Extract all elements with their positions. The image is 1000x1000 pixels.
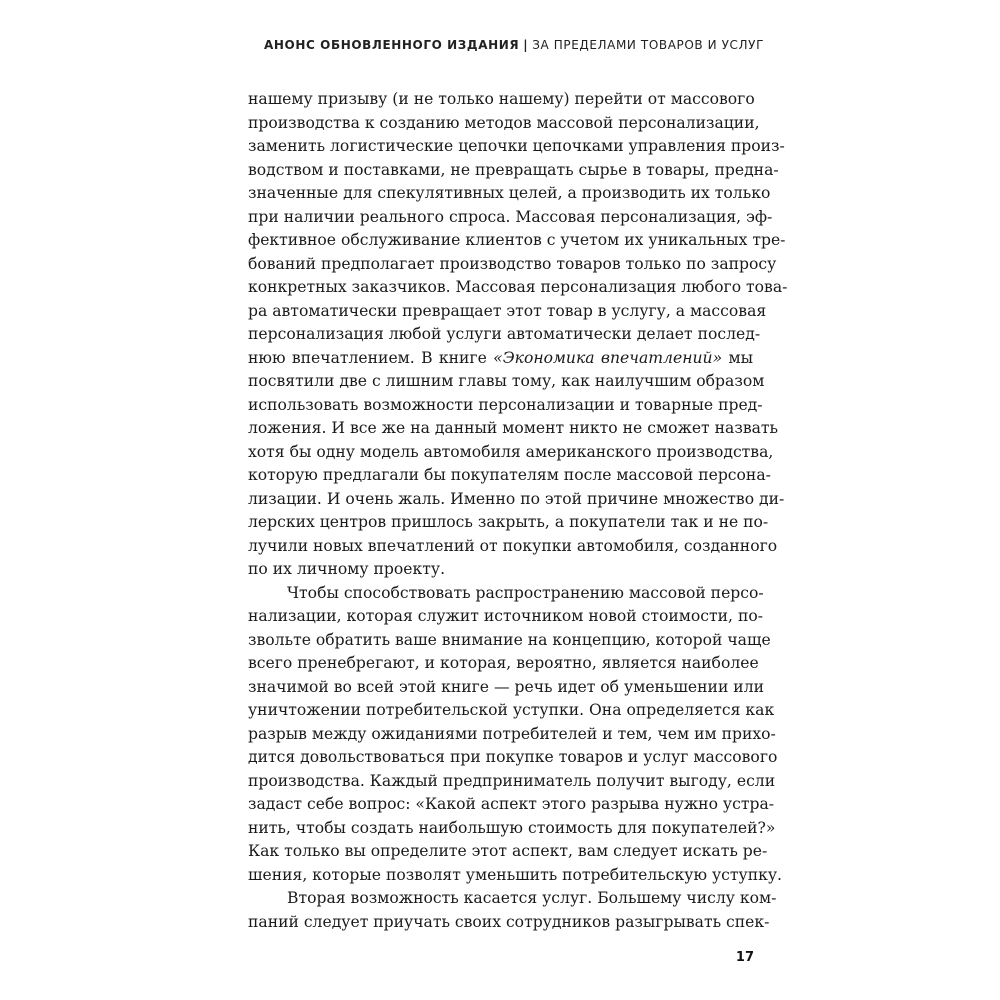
text-line: лерских центров пришлось закрыть, а покупатели так и не по- [248, 513, 769, 531]
text-line: задаст себе вопрос: «Какой аспект этого разрыва нужно устра- [248, 795, 775, 813]
text-line: персонализация любой услуги автоматически делает послед- [248, 325, 761, 343]
text-line: лучили новых впечатлений от покупки автомобиля, созданного [248, 536, 778, 555]
text-line: ра автоматически превращает этот товар в услугу, а массовая [248, 301, 767, 320]
text-line: нюю впечатлением. В книге «Экономика впечатлений» мы [248, 348, 754, 367]
text-line: ложения. И все же на данный момент никто не сможет назвать [248, 419, 779, 437]
text-line: фективное обслуживание клиентов с учетом их уникальных тре- [248, 231, 786, 249]
book-title: «Экономика впечатлений» [493, 348, 723, 367]
body-text [248, 88, 788, 934]
paragraph [248, 88, 788, 582]
text-line: при наличии реального спроса. Массовая персонализация, эф- [248, 207, 773, 226]
text-line: паний следует приучать своих сотрудников разыгрывать спек- [248, 912, 770, 931]
text-line: которую предлагали бы покупателям после массовой персона- [248, 466, 771, 484]
text-line: Чтобы способствовать распространению массовой персо- [287, 583, 764, 602]
text-line: бований предполагает производство товаров только по запросу [248, 254, 777, 273]
text-line: уничтожении потребительской уступки. Она определяется как [248, 701, 775, 719]
running-head [264, 38, 764, 52]
running-head-separator: | [523, 38, 529, 52]
text-line: значимой во всей этой книге — речь идет об уменьшении или [248, 677, 764, 696]
text-line: производства к созданию методов массовой персонализации, [248, 113, 760, 132]
running-head-chapter-title: ЗА ПРЕДЕЛАМИ ТОВАРОВ И УСЛУГ [532, 38, 764, 52]
text-line: Вторая возможность касается услуг. Большему числу ком- [287, 889, 777, 907]
text-line: заменить логистические цепочки цепочками управления произ- [248, 137, 785, 155]
paragraph [248, 582, 782, 888]
text-line: значенные для спекулятивных целей, а производить их только [248, 184, 771, 202]
paragraph [248, 887, 777, 934]
text-line: использовать возможности персонализации и товарные пред- [248, 395, 763, 414]
text-line: посвятили две с лишним главы тому, как наилучшим образом [248, 372, 765, 390]
text-line: лизации. И очень жаль. Именно по этой причине множество ди- [248, 489, 785, 508]
page-number: 17 [735, 950, 754, 965]
text-line: звольте обратить ваше внимание на концепцию, которой чаще [248, 630, 771, 649]
text-line: производства. Каждый предприниматель получит выгоду, если [248, 771, 776, 790]
text-line: всего пренебрегают, и которая, вероятно, является наиболее [248, 654, 759, 672]
text-line: по их личному проекту. [248, 560, 446, 578]
text-line: нализации, которая служит источником новой стоимости, по- [248, 607, 764, 625]
text-line: конкретных заказчиков. Массовая персонализация любого това- [248, 278, 788, 296]
text-line: нашему призыву (и не только нашему) перейти от массового [248, 90, 755, 108]
text-line: шения, которые позволят уменьшить потребительскую уступку. [248, 865, 782, 884]
text-line: хотя бы одну модель автомобиля американского производства, [248, 442, 774, 461]
text-line: водством и поставками, не превращать сырье в товары, предна- [248, 160, 779, 179]
text-line: нить, чтобы создать наибольшую стоимость для покупателей?» [248, 818, 776, 837]
text-line: Как только вы определите этот аспект, вам следует искать ре- [248, 842, 768, 860]
running-head-part-title: АНОНС ОБНОВЛЕННОГО ИЗДАНИЯ [263, 38, 520, 52]
text-line: разрыв между ожиданиями потребителей и тем, чем им прихо- [248, 724, 776, 743]
text-line: дится довольствоваться при покупке товаров и услуг массового [248, 748, 778, 766]
